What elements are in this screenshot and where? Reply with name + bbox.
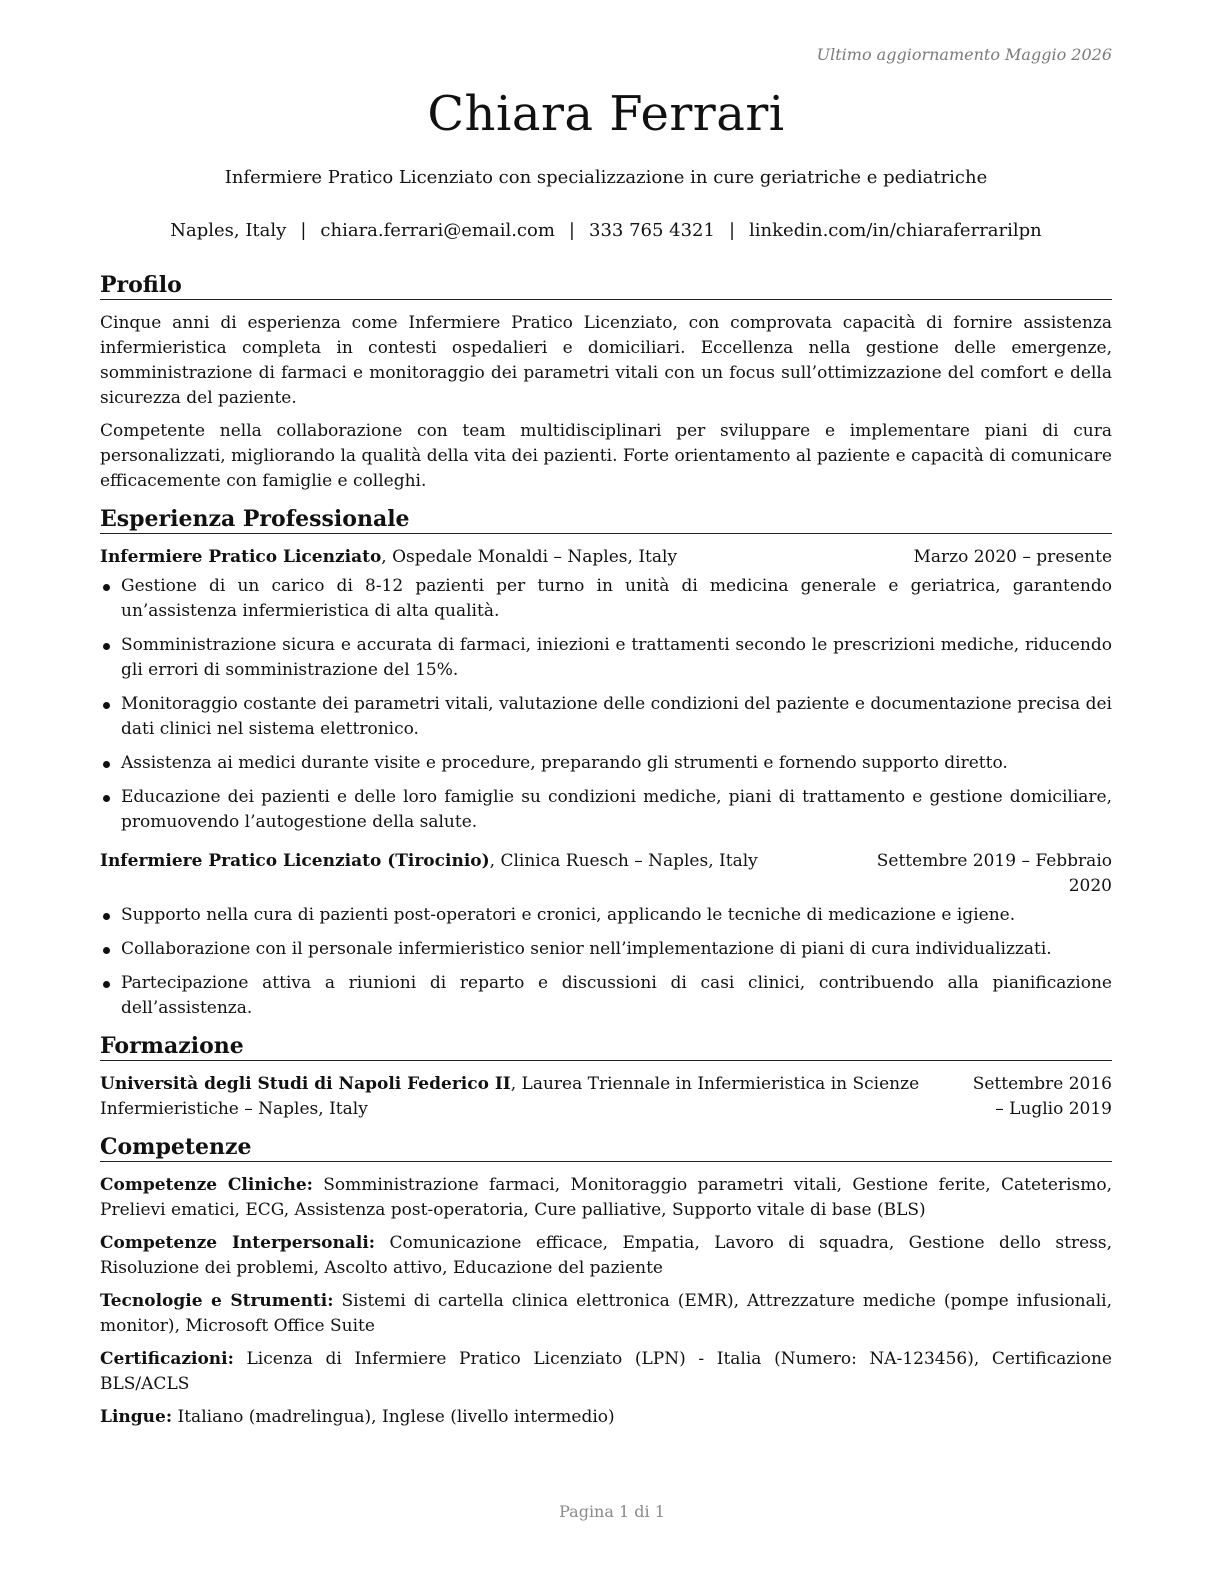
job-bullet — [100, 785, 1112, 835]
job-bullet — [100, 633, 1112, 683]
resume-body — [100, 272, 1112, 1442]
job-bullet — [100, 751, 1112, 776]
skill-label: Competenze Cliniche: — [100, 1175, 313, 1195]
bullet-icon — [103, 913, 110, 920]
job-employer: , Clinica Ruesch – Naples, Italy — [489, 851, 758, 871]
contact-email[interactable]: chiara.ferrari@email.com — [320, 220, 555, 241]
section-title-experience: Esperienza Professionale — [100, 506, 1112, 534]
skill-label: Lingue: — [100, 1407, 173, 1427]
job-bullet-text: Gestione di un carico di 8-12 pazienti per turno in unità di medicina generale e geriatrica, garantendo un’assistenza infermieristica di alta qualità. — [121, 576, 1112, 621]
contact-separator: | — [300, 220, 307, 241]
bullet-icon — [103, 981, 110, 988]
job-entry — [100, 849, 1112, 1021]
page-number: Pagina 1 di 1 — [559, 1502, 665, 1521]
section-title-profile: Profilo — [100, 272, 1112, 300]
skill-row — [100, 1347, 1112, 1397]
job-dates: Marzo 2020 – presente — [913, 547, 1112, 567]
job-bullets — [100, 574, 1112, 835]
contact-location: Naples, Italy — [170, 220, 287, 241]
job-bullet-text: Collaborazione con il personale infermieristico senior nell’implementazione di piani di cura individualizzati. — [121, 939, 1052, 959]
skill-text: Sistemi di cartella clinica elettronica (EMR), Attrezzature mediche (pompe infusionali, monitor), Microsoft Office Suite — [100, 1291, 1113, 1336]
profile-paragraph: Competente nella collaborazione con team multidisciplinari per sviluppare e implementare piani di cura personalizzati, migliorando la qualità della vita dei pazienti. Forte orientamento al paziente e capacità di comunicare efficacemente con famiglie e colleghi. — [100, 421, 1112, 491]
job-title-line — [100, 849, 860, 899]
skill-row — [100, 1231, 1112, 1281]
job-title-line — [100, 545, 901, 570]
education-degree: , Laurea Triennale in Infermieristica in Scienze Infermieristiche – Naples, Italy — [100, 1074, 920, 1119]
candidate-headline: Infermiere Pratico Licenziato con specializzazione in cure geriatriche e pediatriche — [224, 167, 988, 188]
education-degree-line — [100, 1072, 961, 1122]
job-bullet-text: Partecipazione attiva a riunioni di reparto e discussioni di casi clinici, contribuendo alla pianificazione dell’assistenza. — [121, 973, 1112, 1018]
contact-separator: | — [728, 220, 736, 241]
contact-separator: | — [568, 220, 575, 241]
skill-label: Tecnologie e Strumenti: — [100, 1291, 334, 1311]
job-bullet — [100, 574, 1112, 624]
bullet-icon — [103, 947, 110, 954]
skill-text: Somministrazione farmaci, Monitoraggio parametri vitali, Gestione ferite, Cateterismo, Prelievi ematici, ECG, Assistenza post-operatoria, Cure palliative, Supporto vitale di base (BLS) — [100, 1175, 1112, 1220]
candidate-name: Chiara Ferrari — [427, 86, 785, 142]
job-dates: Settembre 2019 – Febbraio 2020 — [876, 851, 1112, 896]
skill-row — [100, 1289, 1112, 1339]
job-employer: , Ospedale Monaldi – Naples, Italy — [381, 547, 678, 567]
skill-text: Licenza di Infermiere Pratico Licenziato (LPN) - Italia (Numero: NA-123456), Certificazione BLS/ACLS — [100, 1349, 1112, 1394]
job-bullets — [100, 903, 1112, 1021]
skill-text: Italiano (madrelingua), Inglese (livello intermedio) — [172, 1407, 615, 1427]
job-bullet-text: Educazione dei pazienti e delle loro famiglie su condizioni mediche, piani di trattamento e gestione domiciliare, promuovendo l’autogestione della salute. — [121, 787, 1112, 832]
bullet-icon — [103, 643, 110, 650]
skill-text: Comunicazione efficace, Empatia, Lavoro di squadra, Gestione dello stress, Risoluzione dei problemi, Ascolto attivo, Educazione del paziente — [100, 1233, 1112, 1278]
job-role: Infermiere Pratico Licenziato (Tirocinio) — [100, 851, 490, 871]
profile-section — [100, 272, 1112, 494]
contact-phone[interactable]: 333 765 4321 — [589, 220, 715, 241]
skill-row — [100, 1405, 1112, 1430]
job-bullet — [100, 692, 1112, 742]
bullet-icon — [103, 795, 110, 802]
job-header — [100, 545, 1112, 570]
job-role: Infermiere Pratico Licenziato — [100, 547, 382, 567]
job-bullet-text: Supporto nella cura di pazienti post-operatori e cronici, applicando le tecniche di medicazione e igiene. — [121, 905, 1016, 925]
profile-paragraph: Cinque anni di esperienza come Infermiere Pratico Licenziato, con comprovata capacità di fornire assistenza infermieristica completa in contesti ospedalieri e domiciliari. Eccellenza nella gestione delle emergenze, somministrazione di farmaci e monitoraggio dei parametri vitali con un focus sull’ottimizzazione del comfort e della sicurezza del paziente. — [100, 313, 1112, 408]
job-header — [100, 849, 1112, 899]
experience-section — [100, 506, 1112, 1021]
job-entry — [100, 545, 1112, 835]
bullet-icon — [103, 584, 110, 591]
education-entry — [100, 1072, 1112, 1122]
job-bullet — [100, 971, 1112, 1021]
job-bullet-text: Assistenza ai medici durante visite e procedure, preparando gli strumenti e fornendo supporto diretto. — [121, 753, 1008, 773]
job-bullet — [100, 937, 1112, 962]
education-dates: Settembre 2016 – Luglio 2019 — [972, 1074, 1112, 1119]
job-bullet-text: Somministrazione sicura e accurata di farmaci, iniezioni e trattamenti secondo le prescrizioni mediche, riducendo gli errori di somministrazione del 15%. — [121, 635, 1112, 680]
bullet-icon — [103, 761, 110, 768]
skill-row — [100, 1173, 1112, 1223]
job-bullet-text: Monitoraggio costante dei parametri vitali, valutazione delle condizioni del paziente e documentazione precisa dei dati clinici nel sistema elettronico. — [121, 694, 1112, 739]
skill-label: Competenze Interpersonali: — [100, 1233, 376, 1253]
education-section — [100, 1033, 1112, 1122]
contact-linkedin[interactable]: linkedin.com/in/chiaraferrarilpn — [749, 220, 1042, 241]
education-school: Università degli Studi di Napoli Federico II — [100, 1074, 511, 1094]
skills-section — [100, 1134, 1112, 1430]
bullet-icon — [103, 702, 110, 709]
section-title-skills: Competenze — [100, 1134, 1112, 1162]
section-title-education: Formazione — [100, 1033, 1112, 1061]
skill-label: Certificazioni: — [100, 1349, 234, 1369]
last-updated-note: Ultimo aggiornamento Maggio 2026 — [816, 45, 1112, 64]
job-bullet — [100, 903, 1112, 928]
contact-line — [100, 220, 1112, 241]
